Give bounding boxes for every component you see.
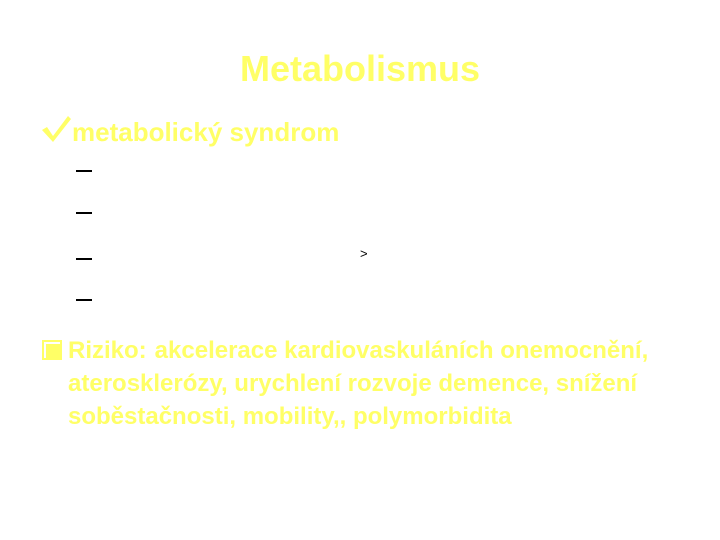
checkbox-square-icon <box>42 340 63 361</box>
risk-bullet-item <box>42 334 702 433</box>
slide-title: Metabolismus <box>239 48 481 89</box>
sub-bullet-dash-3 <box>76 258 92 260</box>
check-bullet-label: metabolický syndrom <box>72 117 340 147</box>
risk-description: akcelerace kardiovaskuláních onemocnění, aterosklerózy, urychlení rozvoje demence, snížení soběstačnosti, mobility,, polymorbidita <box>68 337 649 430</box>
sub-bullet-dash-2 <box>76 212 92 214</box>
risk-text-block <box>42 334 702 433</box>
sub-bullet-marker: > <box>360 246 368 261</box>
check-bullet-item <box>40 114 339 150</box>
sub-bullet-dash-4 <box>76 299 92 301</box>
sub-bullet-dash-1 <box>76 170 92 172</box>
risk-label: Riziko: <box>68 337 147 364</box>
check-icon <box>40 114 72 144</box>
